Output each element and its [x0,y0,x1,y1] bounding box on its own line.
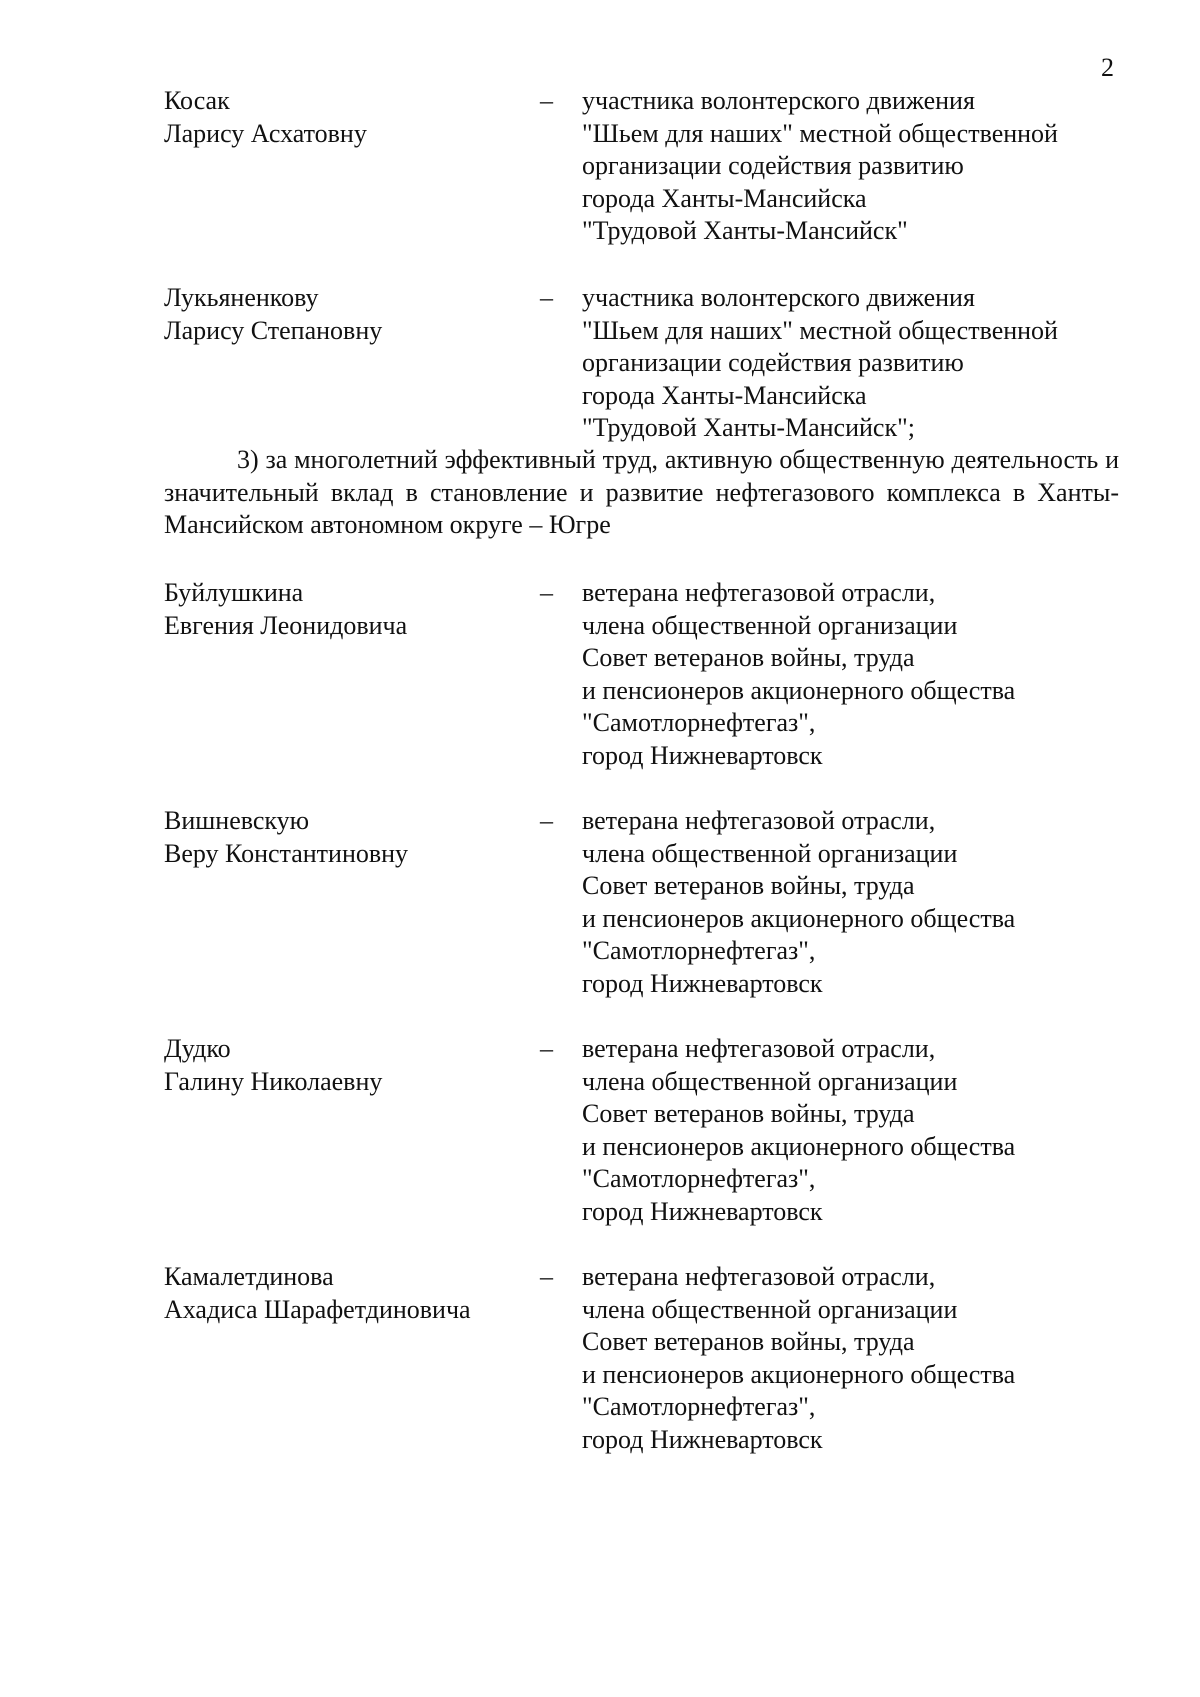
recipient-given-names: Галину Николаевну [164,1066,383,1096]
description-line: организации содействия развитию [582,151,964,180]
description-line: члена общественной организации [582,1294,958,1324]
page-number: 2 [1101,53,1114,82]
recipient-given-names: Веру Константиновну [164,838,409,868]
recipient-given-names: Ахадиса Шарафетдиновича [164,1294,471,1324]
description-line: члена общественной организации [582,838,958,868]
recipient-name [164,85,514,150]
description-line: город Нижневартовск [582,740,823,770]
description-line: "Самотлорнефтегаз", [582,1164,816,1193]
description-line: города Ханты-Мансийска [582,183,867,213]
description-line: Совет ветеранов войны, труда [582,1099,915,1128]
description-line: участника волонтерского движения [582,86,975,115]
dash-separator: – [540,86,553,115]
recipient-name [164,1261,514,1326]
recipient-surname: Буйлушкина [164,578,304,607]
description-line: Совет ветеранов войны, труда [582,643,915,672]
recipient-name [164,805,514,870]
dash-separator: – [540,578,553,607]
description-line: и пенсионеров акционерного общества [582,903,1016,933]
recipient-surname: Вишневскую [164,806,310,835]
description-line: "Самотлорнефтегаз", [582,1392,816,1421]
recipient-given-names: Ларису Асхатовну [164,118,367,148]
description-line: ветерана нефтегазовой отрасли, [582,1262,936,1291]
description-line: и пенсионеров акционерного общества [582,1359,1016,1389]
description-line: Совет ветеранов войны, труда [582,871,915,900]
recipient-surname: Дудко [164,1034,231,1063]
dash-separator: – [540,1034,553,1063]
description-line: ветерана нефтегазовой отрасли, [582,806,936,835]
description-line: и пенсионеров акционерного общества [582,675,1016,705]
section-paragraph: 3) за многолетний эффективный труд, активную общественную деятельность и значительный вклад в становление и развитие нефтегазового комплекса в Ханты-Мансийском автономном округе – Югре [164,445,1119,539]
description-line: ветерана нефтегазовой отрасли, [582,578,936,607]
description-line: "Самотлорнефтегаз", [582,936,816,965]
recipient-description [582,85,1142,248]
recipient-name [164,282,514,347]
recipient-surname: Камалетдинова [164,1262,334,1291]
description-line: "Шьем для наших" местной общественной [582,315,1058,345]
recipient-given-names: Ларису Степановну [164,315,383,345]
description-line: организации содействия развитию [582,348,964,377]
description-line: города Ханты-Мансийска [582,380,867,410]
recipient-description [582,1033,1142,1228]
description-line: город Нижневартовск [582,1424,823,1454]
recipient-description [582,577,1142,772]
description-line: и пенсионеров акционерного общества [582,1131,1016,1161]
recipient-description [582,805,1142,1000]
description-line: город Нижневартовск [582,968,823,998]
description-line: Совет ветеранов войны, труда [582,1327,915,1356]
description-line: участника волонтерского движения [582,283,975,312]
dash-separator: – [540,283,553,312]
dash-separator: – [540,1262,553,1291]
recipient-surname: Лукьяненкову [164,283,319,312]
description-line: члена общественной организации [582,1066,958,1096]
description-line: члена общественной организации [582,610,958,640]
description-line: "Трудовой Ханты-Мансийск" [582,216,908,245]
recipient-description [582,282,1142,445]
description-line: "Самотлорнефтегаз", [582,708,816,737]
description-line: ветерана нефтегазовой отрасли, [582,1034,936,1063]
description-line: "Трудовой Ханты-Мансийск"; [582,413,915,442]
recipient-description [582,1261,1142,1456]
dash-separator: – [540,806,553,835]
recipient-given-names: Евгения Леонидовича [164,610,408,640]
description-line: "Шьем для наших" местной общественной [582,118,1058,148]
recipient-name [164,1033,514,1098]
description-line: город Нижневартовск [582,1196,823,1226]
recipient-name [164,577,514,642]
recipient-surname: Косак [164,86,230,115]
